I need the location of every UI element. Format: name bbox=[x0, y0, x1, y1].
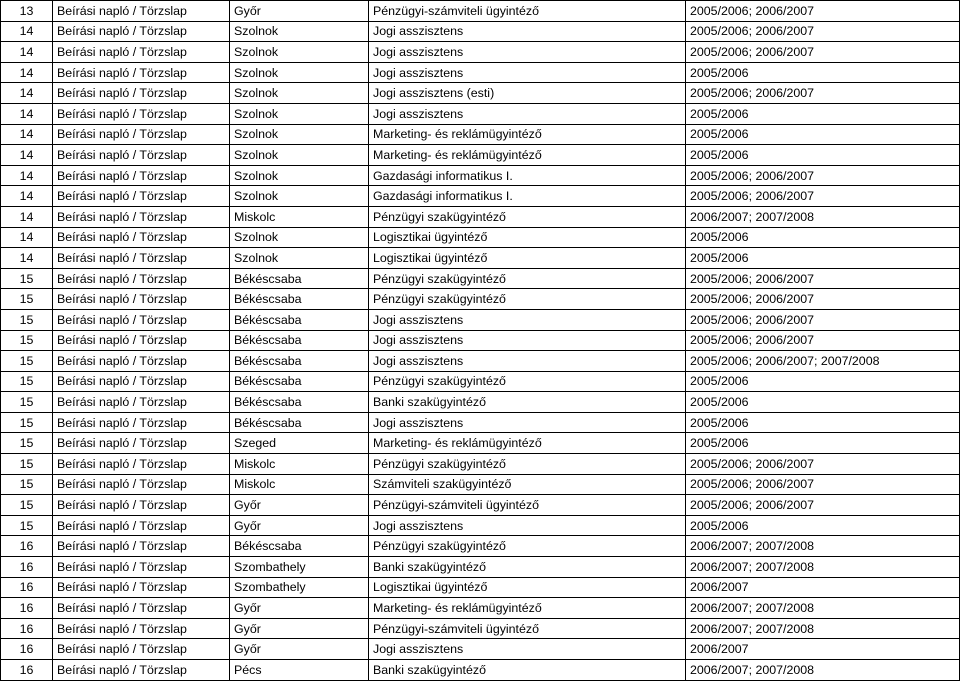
document-type-cell: Beírási napló / Törzslap bbox=[53, 124, 230, 145]
school-years-cell: 2006/2007; 2007/2008 bbox=[686, 598, 960, 619]
school-years-cell: 2005/2006 bbox=[686, 248, 960, 269]
document-type-cell: Beírási napló / Törzslap bbox=[53, 474, 230, 495]
school-years-cell: 2006/2007; 2007/2008 bbox=[686, 618, 960, 639]
school-years-cell: 2005/2006 bbox=[686, 145, 960, 166]
table-row bbox=[1, 42, 960, 63]
school-years-cell: 2005/2006 bbox=[686, 433, 960, 454]
city-cell: Békéscsaba bbox=[230, 289, 369, 310]
table-row bbox=[1, 351, 960, 372]
qualification-cell: Marketing- és reklámügyintéző bbox=[369, 145, 686, 166]
city-cell: Szolnok bbox=[230, 83, 369, 104]
document-type-cell: Beírási napló / Törzslap bbox=[53, 577, 230, 598]
qualification-cell: Jogi asszisztens bbox=[369, 412, 686, 433]
table-row bbox=[1, 103, 960, 124]
table-row bbox=[1, 433, 960, 454]
qualification-cell: Banki szakügyintéző bbox=[369, 392, 686, 413]
qualification-cell: Számviteli szakügyintéző bbox=[369, 474, 686, 495]
table-row bbox=[1, 412, 960, 433]
table-row bbox=[1, 330, 960, 351]
row-number-cell: 15 bbox=[1, 309, 53, 330]
row-number-cell: 15 bbox=[1, 351, 53, 372]
qualification-cell: Banki szakügyintéző bbox=[369, 660, 686, 681]
qualification-cell: Gazdasági informatikus I. bbox=[369, 165, 686, 186]
document-type-cell: Beírási napló / Törzslap bbox=[53, 639, 230, 660]
school-years-cell: 2005/2006; 2006/2007; 2007/2008 bbox=[686, 351, 960, 372]
row-number-cell: 16 bbox=[1, 577, 53, 598]
row-number-cell: 14 bbox=[1, 186, 53, 207]
document-type-cell: Beírási napló / Törzslap bbox=[53, 598, 230, 619]
table-row bbox=[1, 145, 960, 166]
qualification-cell: Logisztikai ügyintéző bbox=[369, 577, 686, 598]
school-years-cell: 2005/2006; 2006/2007 bbox=[686, 330, 960, 351]
document-type-cell: Beírási napló / Törzslap bbox=[53, 618, 230, 639]
school-years-cell: 2005/2006; 2006/2007 bbox=[686, 165, 960, 186]
table-row bbox=[1, 454, 960, 475]
school-years-cell: 2005/2006; 2006/2007 bbox=[686, 474, 960, 495]
qualification-cell: Jogi asszisztens bbox=[369, 62, 686, 83]
city-cell: Pécs bbox=[230, 660, 369, 681]
table-row bbox=[1, 536, 960, 557]
document-type-cell: Beírási napló / Törzslap bbox=[53, 557, 230, 578]
qualification-cell: Jogi asszisztens bbox=[369, 103, 686, 124]
school-years-cell: 2005/2006 bbox=[686, 103, 960, 124]
city-cell: Győr bbox=[230, 598, 369, 619]
row-number-cell: 14 bbox=[1, 62, 53, 83]
row-number-cell: 14 bbox=[1, 124, 53, 145]
city-cell: Szolnok bbox=[230, 62, 369, 83]
qualification-cell: Pénzügyi-számviteli ügyintéző bbox=[369, 1, 686, 22]
document-type-cell: Beírási napló / Törzslap bbox=[53, 536, 230, 557]
school-years-cell: 2005/2006; 2006/2007 bbox=[686, 83, 960, 104]
table-row bbox=[1, 21, 960, 42]
qualification-cell: Pénzügyi szakügyintéző bbox=[369, 454, 686, 475]
table-row bbox=[1, 206, 960, 227]
school-years-cell: 2005/2006; 2006/2007 bbox=[686, 309, 960, 330]
qualification-cell: Banki szakügyintéző bbox=[369, 557, 686, 578]
document-type-cell: Beírási napló / Törzslap bbox=[53, 21, 230, 42]
document-type-cell: Beírási napló / Törzslap bbox=[53, 454, 230, 475]
table-row bbox=[1, 186, 960, 207]
row-number-cell: 15 bbox=[1, 289, 53, 310]
qualification-cell: Jogi asszisztens bbox=[369, 42, 686, 63]
school-years-cell: 2006/2007; 2007/2008 bbox=[686, 206, 960, 227]
table-row bbox=[1, 495, 960, 516]
table-row bbox=[1, 268, 960, 289]
city-cell: Szolnok bbox=[230, 145, 369, 166]
school-years-cell: 2006/2007; 2007/2008 bbox=[686, 557, 960, 578]
qualification-cell: Jogi asszisztens (esti) bbox=[369, 83, 686, 104]
row-number-cell: 15 bbox=[1, 495, 53, 516]
qualification-cell: Pénzügyi szakügyintéző bbox=[369, 268, 686, 289]
school-years-cell: 2005/2006; 2006/2007 bbox=[686, 21, 960, 42]
row-number-cell: 14 bbox=[1, 227, 53, 248]
school-years-cell: 2005/2006 bbox=[686, 515, 960, 536]
document-type-cell: Beírási napló / Törzslap bbox=[53, 371, 230, 392]
row-number-cell: 13 bbox=[1, 1, 53, 22]
table-row bbox=[1, 515, 960, 536]
school-years-cell: 2005/2006 bbox=[686, 227, 960, 248]
table-row bbox=[1, 289, 960, 310]
city-cell: Békéscsaba bbox=[230, 536, 369, 557]
city-cell: Miskolc bbox=[230, 454, 369, 475]
city-cell: Békéscsaba bbox=[230, 412, 369, 433]
row-number-cell: 14 bbox=[1, 145, 53, 166]
city-cell: Győr bbox=[230, 639, 369, 660]
document-type-cell: Beírási napló / Törzslap bbox=[53, 145, 230, 166]
row-number-cell: 15 bbox=[1, 474, 53, 495]
school-years-cell: 2005/2006 bbox=[686, 392, 960, 413]
row-number-cell: 16 bbox=[1, 618, 53, 639]
document-type-cell: Beírási napló / Törzslap bbox=[53, 351, 230, 372]
document-type-cell: Beírási napló / Törzslap bbox=[53, 83, 230, 104]
document-type-cell: Beírási napló / Törzslap bbox=[53, 165, 230, 186]
school-years-cell: 2005/2006; 2006/2007 bbox=[686, 454, 960, 475]
city-cell: Békéscsaba bbox=[230, 309, 369, 330]
city-cell: Szolnok bbox=[230, 21, 369, 42]
school-years-cell: 2005/2006; 2006/2007 bbox=[686, 495, 960, 516]
document-type-cell: Beírási napló / Törzslap bbox=[53, 206, 230, 227]
row-number-cell: 15 bbox=[1, 330, 53, 351]
qualification-cell: Jogi asszisztens bbox=[369, 639, 686, 660]
school-years-cell: 2005/2006; 2006/2007 bbox=[686, 268, 960, 289]
document-type-cell: Beírási napló / Törzslap bbox=[53, 330, 230, 351]
document-type-cell: Beírási napló / Törzslap bbox=[53, 186, 230, 207]
table-row bbox=[1, 165, 960, 186]
school-years-cell: 2005/2006; 2006/2007 bbox=[686, 289, 960, 310]
school-years-cell: 2006/2007 bbox=[686, 639, 960, 660]
city-cell: Szolnok bbox=[230, 103, 369, 124]
document-type-cell: Beírási napló / Törzslap bbox=[53, 248, 230, 269]
document-type-cell: Beírási napló / Törzslap bbox=[53, 42, 230, 63]
table-row bbox=[1, 1, 960, 22]
qualification-cell: Marketing- és reklámügyintéző bbox=[369, 598, 686, 619]
city-cell: Békéscsaba bbox=[230, 330, 369, 351]
table-row bbox=[1, 618, 960, 639]
table-row bbox=[1, 660, 960, 681]
document-type-cell: Beírási napló / Törzslap bbox=[53, 227, 230, 248]
table-row bbox=[1, 557, 960, 578]
qualification-cell: Pénzügyi-számviteli ügyintéző bbox=[369, 495, 686, 516]
city-cell: Szolnok bbox=[230, 248, 369, 269]
document-type-cell: Beírási napló / Törzslap bbox=[53, 103, 230, 124]
city-cell: Szeged bbox=[230, 433, 369, 454]
school-years-cell: 2005/2006; 2006/2007 bbox=[686, 186, 960, 207]
qualification-cell: Jogi asszisztens bbox=[369, 351, 686, 372]
qualification-cell: Logisztikai ügyintéző bbox=[369, 248, 686, 269]
table-row bbox=[1, 248, 960, 269]
document-type-cell: Beírási napló / Törzslap bbox=[53, 62, 230, 83]
row-number-cell: 16 bbox=[1, 639, 53, 660]
table-row bbox=[1, 124, 960, 145]
table-row bbox=[1, 62, 960, 83]
city-cell: Szolnok bbox=[230, 42, 369, 63]
city-cell: Miskolc bbox=[230, 474, 369, 495]
document-type-cell: Beírási napló / Törzslap bbox=[53, 392, 230, 413]
school-years-cell: 2005/2006 bbox=[686, 412, 960, 433]
table-row bbox=[1, 83, 960, 104]
school-years-cell: 2006/2007 bbox=[686, 577, 960, 598]
city-cell: Szolnok bbox=[230, 227, 369, 248]
row-number-cell: 16 bbox=[1, 598, 53, 619]
city-cell: Győr bbox=[230, 618, 369, 639]
table-row bbox=[1, 392, 960, 413]
row-number-cell: 14 bbox=[1, 83, 53, 104]
school-years-cell: 2005/2006 bbox=[686, 62, 960, 83]
row-number-cell: 16 bbox=[1, 536, 53, 557]
row-number-cell: 14 bbox=[1, 42, 53, 63]
document-type-cell: Beírási napló / Törzslap bbox=[53, 660, 230, 681]
city-cell: Békéscsaba bbox=[230, 371, 369, 392]
city-cell: Győr bbox=[230, 515, 369, 536]
school-years-cell: 2005/2006; 2006/2007 bbox=[686, 42, 960, 63]
city-cell: Győr bbox=[230, 1, 369, 22]
table-row bbox=[1, 577, 960, 598]
school-years-cell: 2006/2007; 2007/2008 bbox=[686, 660, 960, 681]
row-number-cell: 15 bbox=[1, 412, 53, 433]
city-cell: Szolnok bbox=[230, 186, 369, 207]
qualification-cell: Pénzügyi szakügyintéző bbox=[369, 289, 686, 310]
qualification-cell: Gazdasági informatikus I. bbox=[369, 186, 686, 207]
document-type-cell: Beírási napló / Törzslap bbox=[53, 515, 230, 536]
row-number-cell: 15 bbox=[1, 268, 53, 289]
city-cell: Szolnok bbox=[230, 165, 369, 186]
school-years-cell: 2005/2006 bbox=[686, 124, 960, 145]
row-number-cell: 14 bbox=[1, 248, 53, 269]
table-row bbox=[1, 598, 960, 619]
qualification-cell: Marketing- és reklámügyintéző bbox=[369, 124, 686, 145]
city-cell: Békéscsaba bbox=[230, 351, 369, 372]
row-number-cell: 15 bbox=[1, 515, 53, 536]
records-table-body bbox=[1, 1, 960, 681]
city-cell: Győr bbox=[230, 495, 369, 516]
table-row bbox=[1, 371, 960, 392]
row-number-cell: 15 bbox=[1, 392, 53, 413]
document-type-cell: Beírási napló / Törzslap bbox=[53, 1, 230, 22]
row-number-cell: 15 bbox=[1, 371, 53, 392]
school-years-cell: 2005/2006 bbox=[686, 371, 960, 392]
table-row bbox=[1, 474, 960, 495]
row-number-cell: 14 bbox=[1, 165, 53, 186]
school-years-cell: 2006/2007; 2007/2008 bbox=[686, 536, 960, 557]
city-cell: Békéscsaba bbox=[230, 268, 369, 289]
qualification-cell: Pénzügyi szakügyintéző bbox=[369, 371, 686, 392]
row-number-cell: 16 bbox=[1, 660, 53, 681]
city-cell: Szolnok bbox=[230, 124, 369, 145]
qualification-cell: Jogi asszisztens bbox=[369, 309, 686, 330]
document-type-cell: Beírási napló / Törzslap bbox=[53, 289, 230, 310]
qualification-cell: Logisztikai ügyintéző bbox=[369, 227, 686, 248]
table-row bbox=[1, 639, 960, 660]
city-cell: Szombathely bbox=[230, 557, 369, 578]
table-row bbox=[1, 227, 960, 248]
table-row bbox=[1, 309, 960, 330]
row-number-cell: 15 bbox=[1, 433, 53, 454]
school-years-cell: 2005/2006; 2006/2007 bbox=[686, 1, 960, 22]
qualification-cell: Jogi asszisztens bbox=[369, 330, 686, 351]
row-number-cell: 14 bbox=[1, 103, 53, 124]
qualification-cell: Pénzügyi szakügyintéző bbox=[369, 206, 686, 227]
document-type-cell: Beírási napló / Törzslap bbox=[53, 309, 230, 330]
qualification-cell: Jogi asszisztens bbox=[369, 21, 686, 42]
city-cell: Szombathely bbox=[230, 577, 369, 598]
row-number-cell: 16 bbox=[1, 557, 53, 578]
document-type-cell: Beírási napló / Törzslap bbox=[53, 433, 230, 454]
city-cell: Miskolc bbox=[230, 206, 369, 227]
document-type-cell: Beírási napló / Törzslap bbox=[53, 268, 230, 289]
document-type-cell: Beírási napló / Törzslap bbox=[53, 412, 230, 433]
row-number-cell: 15 bbox=[1, 454, 53, 475]
city-cell: Békéscsaba bbox=[230, 392, 369, 413]
qualification-cell: Jogi asszisztens bbox=[369, 515, 686, 536]
row-number-cell: 14 bbox=[1, 206, 53, 227]
qualification-cell: Pénzügyi-számviteli ügyintéző bbox=[369, 618, 686, 639]
document-type-cell: Beírási napló / Törzslap bbox=[53, 495, 230, 516]
qualification-cell: Marketing- és reklámügyintéző bbox=[369, 433, 686, 454]
qualification-cell: Pénzügyi szakügyintéző bbox=[369, 536, 686, 557]
row-number-cell: 14 bbox=[1, 21, 53, 42]
